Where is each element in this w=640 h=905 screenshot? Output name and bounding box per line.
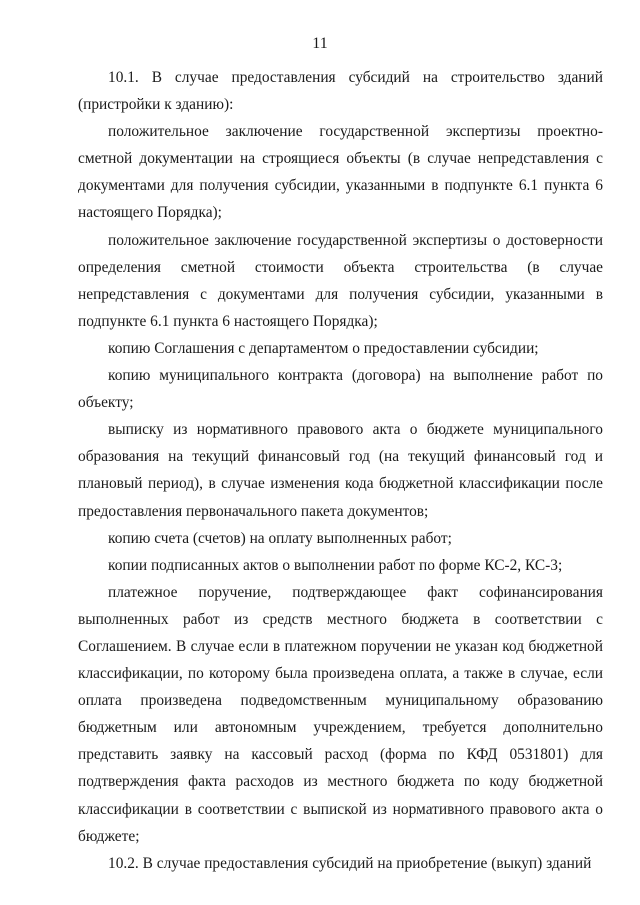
page-number: 11	[312, 35, 328, 52]
paragraph-acts-copy: копии подписанных актов о выполнении работ по форме КС-2, КС-3;	[108, 556, 563, 574]
paragraph-payment-order: платежное поручение, подтверждающее факт софинансирования выполненных работ из средств местного бюджета в соответствии с Соглашением. В случае если в платежном поручении не указан код бюджетной классификации, по которому была произведена оплата, а также в случае, если оплата произведена подведомственным муниципальному образованию бюджетным или автономным учреждением, требуется дополнительно представить заявку на кассовый расход (форма по КФД 0531801) для подтверждения факта расходов из местного бюджета по коду бюджетной классификации в соответствии с выпиской из нормативного правового акта о бюджете;	[78, 583, 603, 845]
paragraph-agreement-copy: копию Соглашения с департаментом о предоставлении субсидии;	[108, 339, 539, 357]
paragraph-expertise-design: положительное заключение государственной экспертизы проектно-сметной документации на строящиеся объекты (в случае непредставления с документами для получения субсидии, указанными в подпункте 6.1 пункта 6 настоящего Порядка);	[78, 123, 603, 222]
document-body	[78, 64, 603, 877]
paragraph-10-2-heading: 10.2. В случае предоставления субсидий на приобретение (выкуп) зданий	[108, 854, 592, 872]
paragraph-budget-extract: выписку из нормативного правового акта о бюджете муниципального образования на текущий финансовый год (на текущий финансовый год и плановый период), в случае изменения кода бюджетной классификации после предоставления первоначального пакета документов;	[78, 421, 603, 520]
paragraph-expertise-cost: положительное заключение государственной экспертизы о достоверности определения сметной стоимости объекта строительства (в случае непредставления с документами для получения субсидии, указанными в подпункте 6.1 пункта 6 настоящего Порядка);	[78, 231, 603, 330]
paragraph-10-1-heading: 10.1. В случае предоставления субсидий на строительство зданий (пристройки к зданию):	[78, 69, 603, 114]
paragraph-contract-copy: копию муниципального контракта (договора) на выполнение работ по объекту;	[78, 367, 603, 412]
paragraph-invoice-copy: копию счета (счетов) на оплату выполненных работ;	[108, 529, 452, 547]
